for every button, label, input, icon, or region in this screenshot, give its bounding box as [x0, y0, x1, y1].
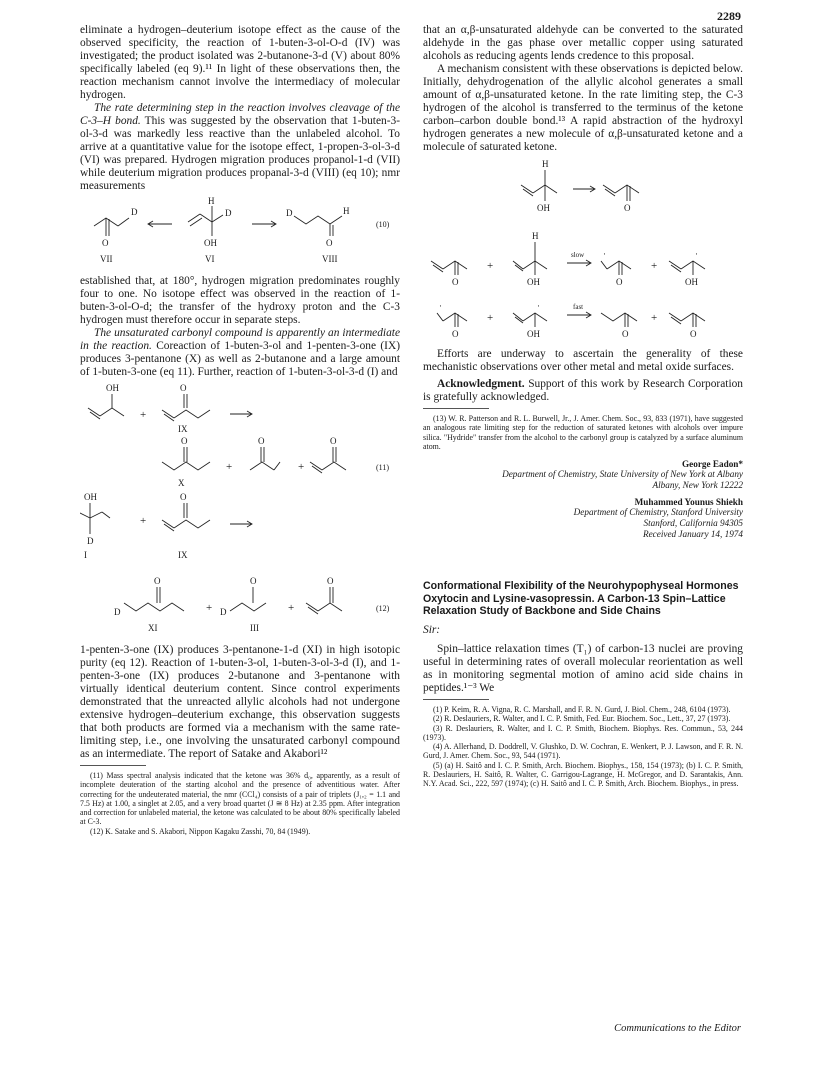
- atom-label: D: [225, 208, 232, 218]
- bond: [601, 313, 637, 321]
- footnote: (12) K. Satake and S. Akabori, Nippon Kagaku Zasshi, 70, 84 (1949).: [90, 826, 311, 836]
- atom-label: OH: [527, 277, 540, 287]
- atom-label: D: [286, 208, 293, 218]
- equation-10-scheme: [80, 196, 400, 272]
- atom-label: O: [154, 576, 161, 586]
- affiliation: Stanford, California 94305: [643, 518, 743, 529]
- plus-sign: +: [226, 461, 233, 473]
- article-title: Conformational Flexibility of the Neurohypophyseal Hormones Oxytocin and Lysine-vasopressin. A Carbon-13 Spin–Lattice Relaxation Study of Backbone and Side Chains: [423, 580, 739, 618]
- radical-dot: ·: [439, 301, 442, 311]
- affiliation: Department of Chemistry, Stanford University: [573, 507, 743, 518]
- author-name: George Eadon*: [682, 459, 743, 470]
- atom-label: O: [102, 238, 109, 248]
- plus-sign: +: [288, 602, 295, 614]
- right-column: [423, 24, 743, 789]
- atom-label: O: [624, 203, 631, 213]
- left-column: [80, 24, 400, 836]
- atom-label: O: [330, 436, 337, 446]
- atom-label: H: [208, 196, 215, 206]
- plus-sign: +: [487, 312, 494, 324]
- italic-lead: The rate determining step in the reaction involves cleavage of the C-3–H bond.: [80, 102, 400, 127]
- equation-number: (12): [376, 604, 390, 613]
- bond: [250, 462, 274, 470]
- atom-label: H: [532, 231, 539, 241]
- paragraph: that an α,β-unsaturated aldehyde can be converted to the saturated aldehyde in the gas phase over metallic copper using saturated alcohols as reducing agents lends credence to this proposal.: [423, 24, 743, 62]
- reference: (2) R. Deslauriers, R. Walter, and I. C. P. Smith, Fed. Eur. Biochem. Soc., Lett., 37, 27 (1973).: [433, 714, 731, 724]
- equation-number: (10): [376, 220, 390, 229]
- atom-label: OH: [537, 203, 550, 213]
- plus-sign: +: [206, 602, 213, 614]
- compound-label: X: [178, 478, 185, 488]
- paragraph-text: This was suggested by the observation that 1-buten-3-ol-3-d was markedly less reactive than the unlabeled alcohol. To arrive at a quantitative value for the isotope effect, 1-propen-3-ol-3-d (VI) was prepared. Hydrogen migration produces propanol-1-d (VII) while deuterium migration produces propanal-3-d (VIII) (eq 10); nmr measurements: [80, 115, 401, 192]
- bond: [162, 462, 210, 470]
- atom-label: OH: [204, 238, 217, 248]
- atom-label: O: [452, 329, 459, 339]
- compound-label: VII: [100, 254, 113, 264]
- atom-label: O: [616, 277, 623, 287]
- atom-label: D: [114, 607, 121, 617]
- radical-dot: ·: [603, 249, 606, 259]
- plus-sign: +: [140, 409, 147, 421]
- bond: [437, 313, 443, 321]
- compound-label: XI: [148, 623, 158, 633]
- compound-label: I: [84, 550, 87, 560]
- affiliation: Department of Chemistry, State University of New York at Albany: [502, 469, 743, 480]
- page-number: 2289: [717, 9, 741, 23]
- atom-label: D: [87, 536, 94, 546]
- atom-label: O: [250, 576, 257, 586]
- bond: [601, 261, 607, 269]
- radical-dot: ·: [537, 301, 540, 311]
- footnote-rule: [423, 699, 489, 700]
- plus-sign: +: [487, 260, 494, 272]
- atom-label: OH: [527, 329, 540, 339]
- atom-label: D: [220, 607, 227, 617]
- radical-dot: ·: [695, 249, 698, 259]
- acknowledgment-heading: Acknowledgment.: [437, 378, 525, 390]
- author-block: [423, 459, 743, 540]
- atom-label: O: [258, 436, 265, 446]
- bond: [330, 216, 342, 224]
- plus-sign: +: [140, 515, 147, 527]
- bond: [212, 215, 223, 222]
- equation-12-scheme: [80, 575, 400, 641]
- bond: [174, 410, 210, 418]
- footnote: (11) Mass spectral analysis indicated that the ketone was 36% d₀, apparently, as a result of incomplete deuteration of the starting alcohol and the presence of adventitious water. After correcting for the undeuterated material, the nmr (CCl₄) consists of a pair of triplets (J₁,₂ = 1.1 and 7.5 Hz) at 1.00, a singlet at 2.05, and a very broad quartet (J ≅ 8 Hz) at 2.35 ppm. After integration and correction for unlabeled material, the ketone was calculated to be about 80% specifically labeled at C-3.: [80, 771, 400, 827]
- plus-sign: +: [651, 260, 658, 272]
- reference: (1) P. Keim, R. A. Vigna, R. C. Marshall, and F. R. N. Gurd, J. Biol. Chem., 248, 6104 (1973).: [433, 704, 731, 714]
- acknowledgment-text: Support of this work by Research Corporation is gratefully acknowledged.: [423, 378, 743, 403]
- paragraph: established that, at 180°, hydrogen migration predominates roughly four to one. No isotope effect was observed in the reaction of 1-buten-3-ol-O-d; the transfer of the hydroxy proton and the C-3 hydrogen must therefore occur in separate steps.: [80, 275, 400, 326]
- atom-label: O: [690, 329, 697, 339]
- reference: (3) R. Deslauriers, R. Walter, and I. C. P. Smith, Biochem. Biophys. Res. Commun., 53, 244 (1973).: [423, 723, 743, 742]
- paragraph: Spin–lattice relaxation times (T₁) of carbon-13 nuclei are proving useful in determining rates of overall molecular reorientation as well as in monitoring segmental motion of amino acid side chains in peptides.¹⁻³ We: [423, 642, 743, 694]
- rate-label: slow: [571, 251, 585, 259]
- bond: [174, 520, 210, 528]
- atom-label: O: [622, 329, 629, 339]
- bond: [102, 512, 110, 518]
- compound-label: IX: [178, 424, 188, 434]
- atom-label: O: [452, 277, 459, 287]
- bond: [318, 603, 342, 611]
- reference: (5) (a) H. Saitô and I. C. P. Smith, Arch. Biochem. Biophys., 158, 154 (1973); (b) I. C. P. Smith, R. Deslauriers, H. Saitô, R. Walter, C. Garrigou-Lagrange, H. McGregor, and D. Sarantakis, Ann. N.Y. Acad. Sci., 222, 597 (1974); (c) H. Saitô and I. C. P. Smith, Arch. Biochem. Biophys., in press.: [423, 760, 743, 789]
- footnote: (13) W. R. Patterson and R. L. Burwell, Jr., J. Amer. Chem. Soc., 93, 833 (1971), have suggested an analogous rate limiting step for the reduction of saturated ketones with alcohols over impure silica. "Hydride" transfer from the alcohol to the carbonyl group is catalyzed by a surface aluminum atom.: [423, 414, 743, 451]
- paragraph: A mechanism consistent with these observations is depicted below. Initially, dehydrogenation of the allylic alcohol generates a small amount of α,β-unsaturated ketone. In the rate limiting step, the C-3 hydrogen of the alcohol is transferred to the terminus of the ketone carbon–carbon double bond.¹³ A rapid abstraction of the hydroxyl hydrogen generates a new molecule of α,β-unsaturated ketone and a molecule of saturated ketone.: [423, 63, 743, 153]
- bond: [124, 603, 184, 611]
- footnote-rule: [80, 765, 146, 766]
- bond: [100, 408, 124, 416]
- paragraph: [80, 102, 400, 193]
- paragraph-text: Coreaction of 1-buten-3-ol and 1-penten-3-one (IX) produces 3-pentanone (X) as well as 2-butanone and a large amount of 1-buten-3-one (eq 11). Further, reaction of 1-buten-3-ol-3-d (I) and: [80, 340, 400, 378]
- reference: (4) A. Allerhand, D. Doddrell, V. Glushko, D. W. Cochran, E. Wenkert, P. J. Lawson, and F. R. N. Gurd, J. Amer. Chem. Soc., 93, 544 (1971).: [423, 742, 743, 761]
- atom-label: D: [131, 207, 138, 217]
- bond: [322, 462, 346, 470]
- paragraph: Efforts are underway to ascertain the generality of these mechanistic observations over other metal and metal oxide surfaces.: [423, 348, 743, 373]
- affiliation: Albany, New York 12222: [652, 480, 743, 491]
- footnote-rule: [423, 408, 489, 409]
- paragraph: 1-penten-3-one (IX) produces 3-pentanone-1-d (XI) in high isotopic purity (eq 12). Reaction of 1-buten-3-ol, 1-buten-3-ol-3-d (I), and 1-penten-3-one (IX) produces 2-butanone and 3-pentanone with virtually identical deuterium content. Since control experiments demonstrated that the unreacted allylic alcohols had not undergone extensive hydrogen–deuterium exchange, this observation suggests that both products are formed via a mechanism with the same rate-limiting step, i.e., one involving the unsaturated carbonyl compound as an intermediate. The report of Satake and Akabori¹²: [80, 644, 400, 760]
- bond: [230, 603, 266, 611]
- journal-footer: Communications to the Editor: [614, 1023, 741, 1034]
- paragraph: [80, 327, 400, 379]
- atom-label: O: [327, 576, 334, 586]
- received-date: Received January 14, 1974: [642, 529, 743, 540]
- plus-sign: +: [298, 461, 305, 473]
- atom-label: O: [181, 436, 188, 446]
- bond: [90, 512, 102, 518]
- bond: [274, 462, 280, 470]
- atom-label: OH: [84, 492, 97, 502]
- atom-label: O: [326, 238, 333, 248]
- atom-label: H: [542, 159, 549, 169]
- compound-label: VI: [205, 254, 215, 264]
- atom-label: O: [180, 383, 187, 393]
- equation-11-scheme: [80, 382, 400, 572]
- plus-sign: +: [651, 312, 658, 324]
- compound-label: IX: [178, 550, 188, 560]
- bond: [80, 512, 90, 518]
- atom-label: OH: [685, 277, 698, 287]
- acknowledgment: [423, 378, 743, 404]
- author-name: Muhammed Younus Shiekh: [634, 497, 743, 508]
- bond: [294, 216, 330, 224]
- compound-label: VIII: [322, 254, 338, 264]
- compound-label: III: [250, 623, 259, 633]
- salutation: Sir:: [423, 623, 441, 636]
- atom-label: H: [343, 206, 350, 216]
- atom-label: O: [180, 492, 187, 502]
- paragraph: eliminate a hydrogen–deuterium isotope effect as the cause of the observed specificity, the reaction of 1-buten-3-ol-O-d (IV) was investigated; the product isolated was 2-butanone-3-d (V) about 80% specifically labeled (eq 9).¹¹ In light of these observations then, the reaction mechanism cannot involve the intermediacy of molecular hydrogen.: [80, 24, 400, 101]
- italic-lead: The unsaturated carbonyl compound is apparently an intermediate in the reaction.: [80, 327, 400, 352]
- equation-number: (11): [376, 463, 390, 472]
- bond: [118, 218, 129, 226]
- article: [423, 580, 743, 788]
- atom-label: OH: [106, 383, 119, 393]
- mechanism-scheme: [423, 157, 743, 345]
- rate-label: fast: [573, 303, 584, 311]
